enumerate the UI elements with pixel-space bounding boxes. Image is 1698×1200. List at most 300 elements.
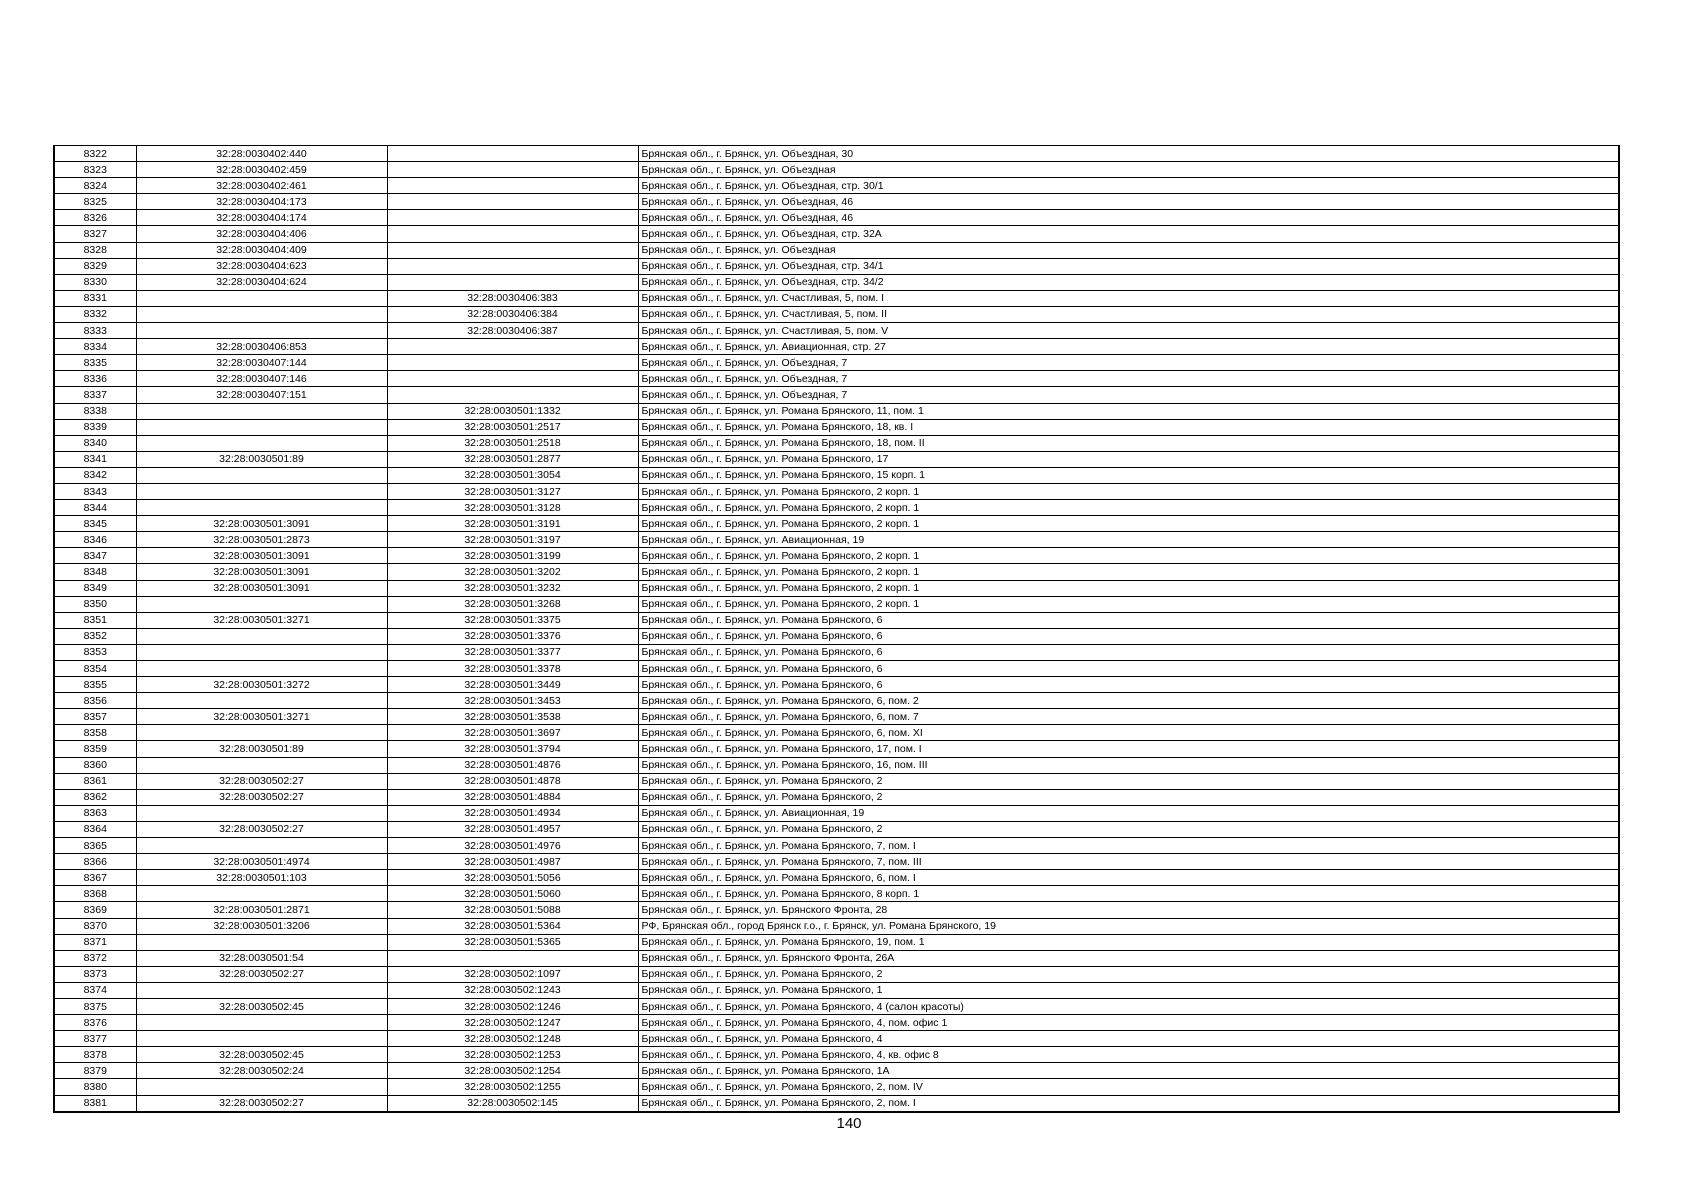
table-row [54,258,1619,274]
row-number-cell: 8344 [54,500,136,516]
row-number-cell: 8373 [54,966,136,982]
object-number-cell: 32:28:0030502:145 [387,1095,638,1112]
address-cell: Брянская обл., г. Брянск, ул. Счастливая, 5, пом. V [638,323,1619,339]
address-cell: Брянская обл., г. Брянск, ул. Романа Брянского, 1 [638,982,1619,998]
parcel-number-cell: 32:28:0030407:151 [136,387,387,403]
parcel-number-cell [136,644,387,660]
row-number-cell: 8330 [54,274,136,290]
parcel-number-cell [136,500,387,516]
row-number-cell: 8335 [54,355,136,371]
address-cell: Брянская обл., г. Брянск, ул. Романа Брянского, 11, пом. 1 [638,403,1619,419]
row-number-cell: 8339 [54,419,136,435]
address-cell: Брянская обл., г. Брянск, ул. Романа Брянского, 2 корп. 1 [638,500,1619,516]
parcel-number-cell: 32:28:0030501:3271 [136,709,387,725]
address-cell: Брянская обл., г. Брянск, ул. Романа Брянского, 1А [638,1063,1619,1079]
parcel-number-cell [136,467,387,483]
object-number-cell: 32:28:0030501:3376 [387,628,638,644]
table-row [54,580,1619,596]
object-number-cell: 32:28:0030501:5365 [387,934,638,950]
row-number-cell: 8360 [54,757,136,773]
table-row [54,902,1619,918]
parcel-number-cell: 32:28:0030404:623 [136,258,387,274]
table-row [54,741,1619,757]
address-cell: Брянская обл., г. Брянск, ул. Объездная, 7 [638,371,1619,387]
row-number-cell: 8365 [54,838,136,854]
table-row [54,483,1619,499]
row-number-cell: 8352 [54,628,136,644]
table-row [54,355,1619,371]
row-number-cell: 8363 [54,805,136,821]
object-number-cell: 32:28:0030406:387 [387,323,638,339]
row-number-cell: 8332 [54,306,136,322]
table-row [54,918,1619,934]
object-number-cell: 32:28:0030501:5060 [387,886,638,902]
object-number-cell [387,242,638,258]
row-number-cell: 8336 [54,371,136,387]
table-row [54,709,1619,725]
object-number-cell: 32:28:0030501:3453 [387,693,638,709]
parcel-number-cell [136,290,387,306]
parcel-number-cell [136,725,387,741]
address-cell: Брянская обл., г. Брянск, ул. Объездная, стр. 30/1 [638,178,1619,194]
registry-sheet [53,145,1618,1113]
table-row [54,661,1619,677]
page-number: 140 [836,1115,862,1132]
address-cell: Брянская обл., г. Брянск, ул. Брянского Фронта, 26А [638,950,1619,966]
row-number-cell: 8327 [54,226,136,242]
table-row [54,194,1619,210]
parcel-number-cell: 32:28:0030402:459 [136,162,387,178]
parcel-number-cell: 32:28:0030406:853 [136,339,387,355]
registry-rows [54,146,1619,1112]
row-number-cell: 8374 [54,982,136,998]
object-number-cell: 32:28:0030501:3197 [387,532,638,548]
row-number-cell: 8340 [54,435,136,451]
parcel-number-cell [136,628,387,644]
parcel-number-cell: 32:28:0030407:144 [136,355,387,371]
parcel-number-cell: 32:28:0030502:27 [136,966,387,982]
object-number-cell: 32:28:0030501:3054 [387,467,638,483]
row-number-cell: 8368 [54,886,136,902]
parcel-number-cell [136,306,387,322]
object-number-cell: 32:28:0030501:5364 [387,918,638,934]
table-row [54,339,1619,355]
address-cell: Брянская обл., г. Брянск, ул. Романа Брянского, 18, пом. II [638,435,1619,451]
table-row [54,982,1619,998]
row-number-cell: 8359 [54,741,136,757]
row-number-cell: 8378 [54,1047,136,1063]
row-number-cell: 8326 [54,210,136,226]
parcel-number-cell: 32:28:0030501:103 [136,870,387,886]
parcel-number-cell: 32:28:0030502:27 [136,821,387,837]
address-cell: Брянская обл., г. Брянск, ул. Объездная, стр. 34/2 [638,274,1619,290]
parcel-number-cell: 32:28:0030501:54 [136,950,387,966]
object-number-cell: 32:28:0030502:1097 [387,966,638,982]
table-row [54,693,1619,709]
table-row [54,1095,1619,1112]
table-row [54,821,1619,837]
table-row [54,451,1619,467]
table-row [54,146,1619,162]
table-row [54,387,1619,403]
parcel-number-cell: 32:28:0030502:27 [136,1095,387,1112]
object-number-cell: 32:28:0030501:4987 [387,854,638,870]
parcel-number-cell [136,1079,387,1095]
parcel-number-cell: 32:28:0030501:2871 [136,902,387,918]
parcel-number-cell: 32:28:0030404:409 [136,242,387,258]
object-number-cell: 32:28:0030501:5056 [387,870,638,886]
object-number-cell: 32:28:0030502:1255 [387,1079,638,1095]
object-number-cell: 32:28:0030501:3794 [387,741,638,757]
address-cell: Брянская обл., г. Брянск, ул. Авиационная, 19 [638,532,1619,548]
address-cell: Брянская обл., г. Брянск, ул. Романа Брянского, 17, пом. I [638,741,1619,757]
object-number-cell: 32:28:0030501:4878 [387,773,638,789]
address-cell: Брянская обл., г. Брянск, ул. Романа Брянского, 6 [638,612,1619,628]
parcel-number-cell: 32:28:0030502:45 [136,1047,387,1063]
table-row [54,854,1619,870]
object-number-cell: 32:28:0030501:1332 [387,403,638,419]
row-number-cell: 8329 [54,258,136,274]
row-number-cell: 8379 [54,1063,136,1079]
parcel-number-cell [136,982,387,998]
address-cell: Брянская обл., г. Брянск, ул. Романа Брянского, 6, пом. I [638,870,1619,886]
row-number-cell: 8381 [54,1095,136,1112]
row-number-cell: 8370 [54,918,136,934]
row-number-cell: 8322 [54,146,136,162]
row-number-cell: 8323 [54,162,136,178]
address-cell: Брянская обл., г. Брянск, ул. Объездная [638,242,1619,258]
table-row [54,532,1619,548]
address-cell: Брянская обл., г. Брянск, ул. Романа Брянского, 2 корп. 1 [638,483,1619,499]
parcel-number-cell [136,435,387,451]
address-cell: Брянская обл., г. Брянск, ул. Романа Брянского, 4, кв. офис 8 [638,1047,1619,1063]
table-row [54,1079,1619,1095]
address-cell: Брянская обл., г. Брянск, ул. Объездная, 46 [638,210,1619,226]
table-row [54,1031,1619,1047]
object-number-cell: 32:28:0030501:2877 [387,451,638,467]
row-number-cell: 8325 [54,194,136,210]
object-number-cell: 32:28:0030501:3191 [387,516,638,532]
table-row [54,950,1619,966]
table-row [54,210,1619,226]
table-row [54,548,1619,564]
table-row [54,178,1619,194]
address-cell: Брянская обл., г. Брянск, ул. Объездная, 7 [638,355,1619,371]
object-number-cell: 32:28:0030501:4957 [387,821,638,837]
address-cell: Брянская обл., г. Брянск, ул. Объездная, стр. 34/1 [638,258,1619,274]
parcel-number-cell: 32:28:0030501:3091 [136,580,387,596]
table-row [54,596,1619,612]
address-cell: Брянская обл., г. Брянск, ул. Романа Брянского, 6 [638,644,1619,660]
table-row [54,1047,1619,1063]
parcel-number-cell: 32:28:0030502:27 [136,773,387,789]
address-cell: Брянская обл., г. Брянск, ул. Романа Брянского, 16, пом. III [638,757,1619,773]
object-number-cell: 32:28:0030501:2518 [387,435,638,451]
row-number-cell: 8377 [54,1031,136,1047]
parcel-number-cell [136,886,387,902]
object-number-cell: 32:28:0030501:3378 [387,661,638,677]
table-row [54,226,1619,242]
table-row [54,966,1619,982]
table-row [54,435,1619,451]
table-row [54,725,1619,741]
table-row [54,612,1619,628]
object-number-cell [387,339,638,355]
address-cell: Брянская обл., г. Брянск, ул. Романа Брянского, 15 корп. 1 [638,467,1619,483]
row-number-cell: 8343 [54,483,136,499]
row-number-cell: 8324 [54,178,136,194]
parcel-number-cell: 32:28:0030501:3091 [136,548,387,564]
parcel-number-cell: 32:28:0030502:24 [136,1063,387,1079]
address-cell: Брянская обл., г. Брянск, ул. Романа Брянского, 2 корп. 1 [638,596,1619,612]
address-cell: Брянская обл., г. Брянск, ул. Романа Брянского, 6 [638,628,1619,644]
address-cell: Брянская обл., г. Брянск, ул. Романа Брянского, 6, пом. 2 [638,693,1619,709]
address-cell: Брянская обл., г. Брянск, ул. Объездная, 7 [638,387,1619,403]
row-number-cell: 8369 [54,902,136,918]
parcel-number-cell [136,596,387,612]
object-number-cell: 32:28:0030501:4976 [387,838,638,854]
table-row [54,516,1619,532]
row-number-cell: 8362 [54,789,136,805]
address-cell: Брянская обл., г. Брянск, ул. Брянского Фронта, 28 [638,902,1619,918]
object-number-cell [387,387,638,403]
parcel-number-cell [136,403,387,419]
table-row [54,773,1619,789]
address-cell: Брянская обл., г. Брянск, ул. Романа Брянского, 2 [638,789,1619,805]
table-row [54,306,1619,322]
address-cell: Брянская обл., г. Брянск, ул. Авиационная, стр. 27 [638,339,1619,355]
table-row [54,162,1619,178]
object-number-cell: 32:28:0030501:5088 [387,902,638,918]
object-number-cell: 32:28:0030501:3232 [387,580,638,596]
table-row [54,757,1619,773]
row-number-cell: 8346 [54,532,136,548]
row-number-cell: 8333 [54,323,136,339]
address-cell: Брянская обл., г. Брянск, ул. Романа Брянского, 7, пом. I [638,838,1619,854]
table-row [54,870,1619,886]
parcel-number-cell: 32:28:0030404:173 [136,194,387,210]
row-number-cell: 8356 [54,693,136,709]
row-number-cell: 8367 [54,870,136,886]
address-cell: Брянская обл., г. Брянск, ул. Счастливая, 5, пом. II [638,306,1619,322]
table-row [54,419,1619,435]
address-cell: Брянская обл., г. Брянск, ул. Объездная, стр. 32А [638,226,1619,242]
row-number-cell: 8380 [54,1079,136,1095]
parcel-number-cell [136,757,387,773]
object-number-cell [387,226,638,242]
parcel-number-cell: 32:28:0030407:146 [136,371,387,387]
parcel-number-cell: 32:28:0030501:3091 [136,516,387,532]
table-row [54,467,1619,483]
row-number-cell: 8349 [54,580,136,596]
object-number-cell: 32:28:0030501:3538 [387,709,638,725]
object-number-cell: 32:28:0030502:1253 [387,1047,638,1063]
address-cell: Брянская обл., г. Брянск, ул. Объездная [638,162,1619,178]
row-number-cell: 8371 [54,934,136,950]
address-cell: Брянская обл., г. Брянск, ул. Романа Брянского, 8 корп. 1 [638,886,1619,902]
parcel-number-cell: 32:28:0030501:2873 [136,532,387,548]
object-number-cell [387,178,638,194]
object-number-cell: 32:28:0030501:3127 [387,483,638,499]
table-row [54,371,1619,387]
row-number-cell: 8372 [54,950,136,966]
object-number-cell: 32:28:0030502:1247 [387,1015,638,1031]
table-row [54,500,1619,516]
parcel-number-cell: 32:28:0030502:27 [136,789,387,805]
parcel-number-cell: 32:28:0030402:461 [136,178,387,194]
row-number-cell: 8331 [54,290,136,306]
parcel-number-cell [136,838,387,854]
address-cell: Брянская обл., г. Брянск, ул. Романа Брянского, 2 [638,773,1619,789]
object-number-cell: 32:28:0030501:3128 [387,500,638,516]
object-number-cell: 32:28:0030501:3199 [387,548,638,564]
address-cell: Брянская обл., г. Брянск, ул. Романа Брянского, 2 корп. 1 [638,580,1619,596]
object-number-cell [387,258,638,274]
parcel-number-cell [136,323,387,339]
address-cell: Брянская обл., г. Брянск, ул. Романа Брянского, 6, пом. XI [638,725,1619,741]
address-cell: Брянская обл., г. Брянск, ул. Романа Брянского, 2, пом. IV [638,1079,1619,1095]
object-number-cell [387,210,638,226]
table-row [54,564,1619,580]
parcel-number-cell: 32:28:0030404:406 [136,226,387,242]
parcel-number-cell [136,661,387,677]
object-number-cell: 32:28:0030501:3375 [387,612,638,628]
object-number-cell: 32:28:0030502:1246 [387,998,638,1014]
object-number-cell: 32:28:0030501:3697 [387,725,638,741]
row-number-cell: 8353 [54,644,136,660]
object-number-cell [387,146,638,162]
parcel-number-cell: 32:28:0030501:3206 [136,918,387,934]
parcel-number-cell: 32:28:0030501:3272 [136,677,387,693]
parcel-number-cell [136,693,387,709]
row-number-cell: 8347 [54,548,136,564]
registry-table [53,145,1620,1113]
object-number-cell [387,950,638,966]
table-row [54,628,1619,644]
parcel-number-cell: 32:28:0030501:4974 [136,854,387,870]
table-row [54,677,1619,693]
address-cell: Брянская обл., г. Брянск, ул. Романа Брянского, 2 корп. 1 [638,516,1619,532]
address-cell: Брянская обл., г. Брянск, ул. Романа Брянского, 2 корп. 1 [638,548,1619,564]
object-number-cell: 32:28:0030501:3268 [387,596,638,612]
table-row [54,1015,1619,1031]
address-cell: Брянская обл., г. Брянск, ул. Романа Брянского, 17 [638,451,1619,467]
address-cell: Брянская обл., г. Брянск, ул. Романа Брянского, 2 [638,966,1619,982]
row-number-cell: 8328 [54,242,136,258]
address-cell: Брянская обл., г. Брянск, ул. Объездная, 46 [638,194,1619,210]
address-cell: Брянская обл., г. Брянск, ул. Романа Брянского, 2 [638,821,1619,837]
row-number-cell: 8361 [54,773,136,789]
parcel-number-cell [136,483,387,499]
table-row [54,644,1619,660]
parcel-number-cell: 32:28:0030501:89 [136,451,387,467]
address-cell: Брянская обл., г. Брянск, ул. Романа Брянского, 7, пом. III [638,854,1619,870]
object-number-cell: 32:28:0030501:4876 [387,757,638,773]
object-number-cell: 32:28:0030502:1243 [387,982,638,998]
object-number-cell: 32:28:0030406:384 [387,306,638,322]
parcel-number-cell [136,805,387,821]
table-row [54,1063,1619,1079]
address-cell: Брянская обл., г. Брянск, ул. Счастливая, 5, пом. I [638,290,1619,306]
table-row [54,323,1619,339]
row-number-cell: 8334 [54,339,136,355]
row-number-cell: 8354 [54,661,136,677]
table-row [54,290,1619,306]
address-cell: Брянская обл., г. Брянск, ул. Романа Брянского, 2 корп. 1 [638,564,1619,580]
table-row [54,838,1619,854]
table-row [54,242,1619,258]
table-row [54,934,1619,950]
object-number-cell: 32:28:0030501:3202 [387,564,638,580]
row-number-cell: 8337 [54,387,136,403]
row-number-cell: 8341 [54,451,136,467]
address-cell: Брянская обл., г. Брянск, ул. Романа Брянского, 18, кв. I [638,419,1619,435]
row-number-cell: 8351 [54,612,136,628]
table-row [54,274,1619,290]
object-number-cell [387,355,638,371]
object-number-cell [387,274,638,290]
parcel-number-cell: 32:28:0030502:45 [136,998,387,1014]
address-cell: Брянская обл., г. Брянск, ул. Романа Брянского, 6 [638,661,1619,677]
parcel-number-cell [136,934,387,950]
object-number-cell: 32:28:0030501:3449 [387,677,638,693]
row-number-cell: 8358 [54,725,136,741]
row-number-cell: 8355 [54,677,136,693]
row-number-cell: 8366 [54,854,136,870]
row-number-cell: 8357 [54,709,136,725]
address-cell: Брянская обл., г. Брянск, ул. Романа Брянского, 6 [638,677,1619,693]
row-number-cell: 8376 [54,1015,136,1031]
parcel-number-cell: 32:28:0030501:3271 [136,612,387,628]
parcel-number-cell: 32:28:0030402:440 [136,146,387,162]
parcel-number-cell: 32:28:0030501:89 [136,741,387,757]
table-row [54,998,1619,1014]
address-cell: Брянская обл., г. Брянск, ул. Романа Брянского, 4 [638,1031,1619,1047]
object-number-cell: 32:28:0030501:2517 [387,419,638,435]
table-row [54,805,1619,821]
object-number-cell: 32:28:0030501:4884 [387,789,638,805]
address-cell: Брянская обл., г. Брянск, ул. Романа Брянского, 2, пом. I [638,1095,1619,1112]
row-number-cell: 8338 [54,403,136,419]
address-cell: Брянская обл., г. Брянск, ул. Романа Брянского, 4, пом. офис 1 [638,1015,1619,1031]
row-number-cell: 8364 [54,821,136,837]
object-number-cell: 32:28:0030502:1248 [387,1031,638,1047]
address-cell: Брянская обл., г. Брянск, ул. Романа Брянского, 4 (салон красоты) [638,998,1619,1014]
parcel-number-cell: 32:28:0030404:174 [136,210,387,226]
parcel-number-cell: 32:28:0030404:624 [136,274,387,290]
address-cell: Брянская обл., г. Брянск, ул. Романа Брянского, 19, пом. 1 [638,934,1619,950]
address-cell: Брянская обл., г. Брянск, ул. Объездная, 30 [638,146,1619,162]
object-number-cell [387,371,638,387]
row-number-cell: 8350 [54,596,136,612]
row-number-cell: 8348 [54,564,136,580]
object-number-cell: 32:28:0030501:4934 [387,805,638,821]
parcel-number-cell: 32:28:0030501:3091 [136,564,387,580]
row-number-cell: 8345 [54,516,136,532]
parcel-number-cell [136,1015,387,1031]
object-number-cell: 32:28:0030501:3377 [387,644,638,660]
parcel-number-cell [136,1031,387,1047]
row-number-cell: 8375 [54,998,136,1014]
table-row [54,789,1619,805]
parcel-number-cell [136,419,387,435]
address-cell: Брянская обл., г. Брянск, ул. Романа Брянского, 6, пом. 7 [638,709,1619,725]
object-number-cell [387,194,638,210]
object-number-cell: 32:28:0030502:1254 [387,1063,638,1079]
object-number-cell [387,162,638,178]
table-row [54,403,1619,419]
object-number-cell: 32:28:0030406:383 [387,290,638,306]
